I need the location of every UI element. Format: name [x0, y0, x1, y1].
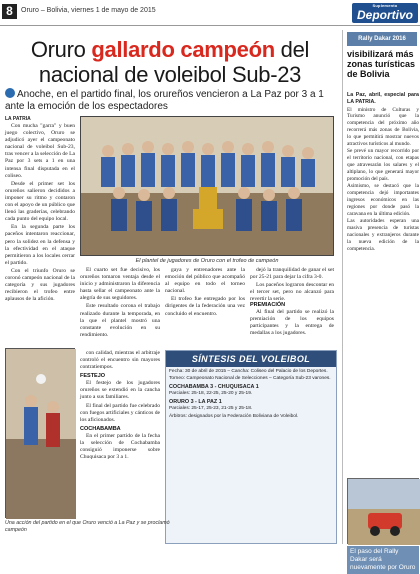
article-paragraph: El trofeo fue entregado por los dirigentes de la federación una vez concluido el encuentro. — [165, 296, 245, 317]
logo-super: Suplemento — [372, 3, 398, 8]
subsection-heading: FESTEJO — [80, 373, 106, 380]
team-players-illustration — [81, 117, 335, 257]
article-column-3 — [165, 267, 245, 347]
sidebar-paragraph: Se prevé un mayor recorrido por el territorio nacional, con etapas que atravesarán los salares y el altiplano, lo que generará mayor promoción del país. — [347, 148, 419, 182]
article-paragraph: con calidad, mientras el arbitraje controló el encuentro sin mayores contratiempos. — [80, 350, 160, 371]
sidebar-body — [347, 92, 419, 474]
article-paragraph: Los paceños lograron descontar en el tercer set, pero no alcanzó para revertir la serie. — [250, 282, 334, 303]
article-paragraph: En la segunda parte los paceños intentaron reaccionar, pero la solidez en la defensa y la efectividad en el ataque permitieron a los locales cerrar el partido. — [5, 224, 75, 266]
article-column-6 — [250, 300, 334, 348]
synthesis-line: Torneo: Campeonato Nacional de Selecciones – Categoría Sub-23 varones. — [169, 376, 331, 382]
subsection-heading: COCHABAMBA — [80, 425, 121, 432]
sidebar-article — [342, 30, 419, 571]
synthesis-line: Árbitros: designados por la Federación Boliviana de Voleibol. — [169, 413, 299, 419]
rally-illustration — [348, 479, 420, 545]
article-paragraph: Con el triunfo Oruro se coronó campeón nacional de la categoría y sus jugadores recibieron el trofeo entre aplausos de la afición. — [5, 267, 75, 303]
article-paragraph: En el primer partido de la fecha la selección de Cochabamba consiguió imponerse sobre Chuquisaca por 3 a 1. — [80, 432, 160, 461]
action-photo-caption: Una acción del partido en el que Oruro venció a La Paz y se proclamó campeón — [5, 520, 170, 533]
sidebar-paragraph: El ministro de Culturas y Turismo anunció que la competencia del próximo año recorrerá más zonas de Bolivia, lo que permitirá mostrar nuevos atractivos turísticos al mundo. — [347, 106, 419, 147]
headline — [5, 37, 335, 87]
article-paragraph: dejó la tranquilidad de ganar el set por 25-21 para dejar la cifra 3-0. — [250, 267, 334, 281]
article-paragraph: Desde el primer set los orureños salieron decididos a imponer su ritmo y contaron con el apoyo de un público que llenó las graderías, celebrando cada punto del equipo local. — [5, 180, 75, 223]
headline-highlight: gallardo campeón — [91, 37, 275, 62]
sidebar-paragraph: Asimismo, se destacó que la competencia dejó importantes ingresos económicos en las regiones por donde pasó la caravana en la última edición. — [347, 183, 419, 217]
article-paragraph: gaya y entrenadores ante la emoción del público que acompañó al equipo en todo el torneo nacional. — [165, 267, 245, 295]
synthesis-box — [165, 350, 337, 544]
rally-photo — [347, 478, 419, 544]
action-illustration — [6, 349, 76, 519]
synthesis-title: SÍNTESIS DEL VOLEIBOL — [166, 351, 336, 367]
synthesis-line: Fecha: 30 de abril de 2015 – Cancha: Coliseo del Palacio de los Deportes. — [169, 369, 328, 374]
headline-part2: del nacional de voleibol Sub-23 — [38, 37, 310, 87]
rally-photo-caption: El paso del Rally Dakar será nuevamente por Oruro — [347, 546, 419, 574]
volleyball-icon — [5, 88, 15, 98]
photo-caption: El plantel de jugadores de Oruro con el trofeo de campeón — [135, 258, 279, 264]
match-action-photo — [5, 348, 75, 518]
sidebar-byline-text: La Paz, abril, especial para LA PATRIA. — [347, 92, 419, 105]
sidebar-byline — [347, 92, 419, 106]
sidebar-paragraph: Las autoridades esperan una masiva presencia de turistas nacionales y extranjeros durante la nueva edición de la competencia. — [347, 218, 419, 252]
article-paragraph: Este resultado corona el trabajo realizado durante la temporada, en la que el plantel mostró una constante evolución en su rendimiento. — [80, 303, 160, 338]
match-detail: Parciales: 25-18, 22-25, 25-20 y 25-19. — [169, 391, 253, 397]
synthesis-body — [166, 367, 336, 423]
dateline: Oruro – Bolivia, viernes 1 de mayo de 2015 — [21, 7, 156, 14]
subsection-heading: PREMIACIÓN — [250, 302, 286, 308]
subheadline — [5, 88, 335, 113]
article-paragraph: El final del partido fue celebrado con fuegos artificiales y cánticos de los aficionados. — [80, 402, 160, 423]
match-title: COCHABAMBA 3 - CHUQUISACA 1 — [169, 384, 259, 391]
page-header — [0, 0, 420, 26]
headline-part1: Oruro — [30, 37, 92, 62]
logo-name: Deportivo — [356, 8, 413, 22]
article-column-2 — [80, 267, 160, 347]
article-column-1 — [5, 123, 75, 349]
sidebar-title: visibilizará más zonas turísticas de Bolivia — [347, 49, 416, 79]
supplement-logo — [352, 3, 418, 23]
sidebar-banner: Rally Dakar 2016 — [347, 32, 417, 46]
article-paragraph: Con mucha "garra" y buen juego colectivo, Oruro se adjudicó ayer el campeonato nacional de voleibol Sub-23, tras vencer a la selección de La Paz por 3 sets a 1 en una intensa final disputada en el coliseo. — [5, 123, 75, 179]
article-paragraph: El cuarto set fue decisivo, los orureños tomaron ventaja desde el inicio y administraron la diferencia hasta sellar el campeonato ante la alegría de sus seguidores. — [80, 267, 160, 302]
section-tag: LA PATRIA — [5, 116, 31, 122]
match-title: ORURO 3 - LA PAZ 1 — [169, 399, 222, 406]
article-paragraph: Al final del partido se realizó la premiación de los equipos participantes y la entrega de medallas a los jugadores. — [250, 309, 334, 337]
page-number: 8 — [2, 4, 17, 19]
subheadline-text: Anoche, en el partido final, los orureños vencieron a La Paz por 3 a 1 ante la emoción de los espectadores — [5, 89, 324, 112]
article-column-5 — [80, 350, 160, 518]
match-detail: Parciales: 25-17, 25-23, 21-25 y 25-18. — [169, 406, 253, 412]
team-photo — [80, 116, 334, 256]
article-paragraph: El festejo de los jugadores orureños se extendió en la cancha junto a sus familiares. — [80, 380, 160, 401]
